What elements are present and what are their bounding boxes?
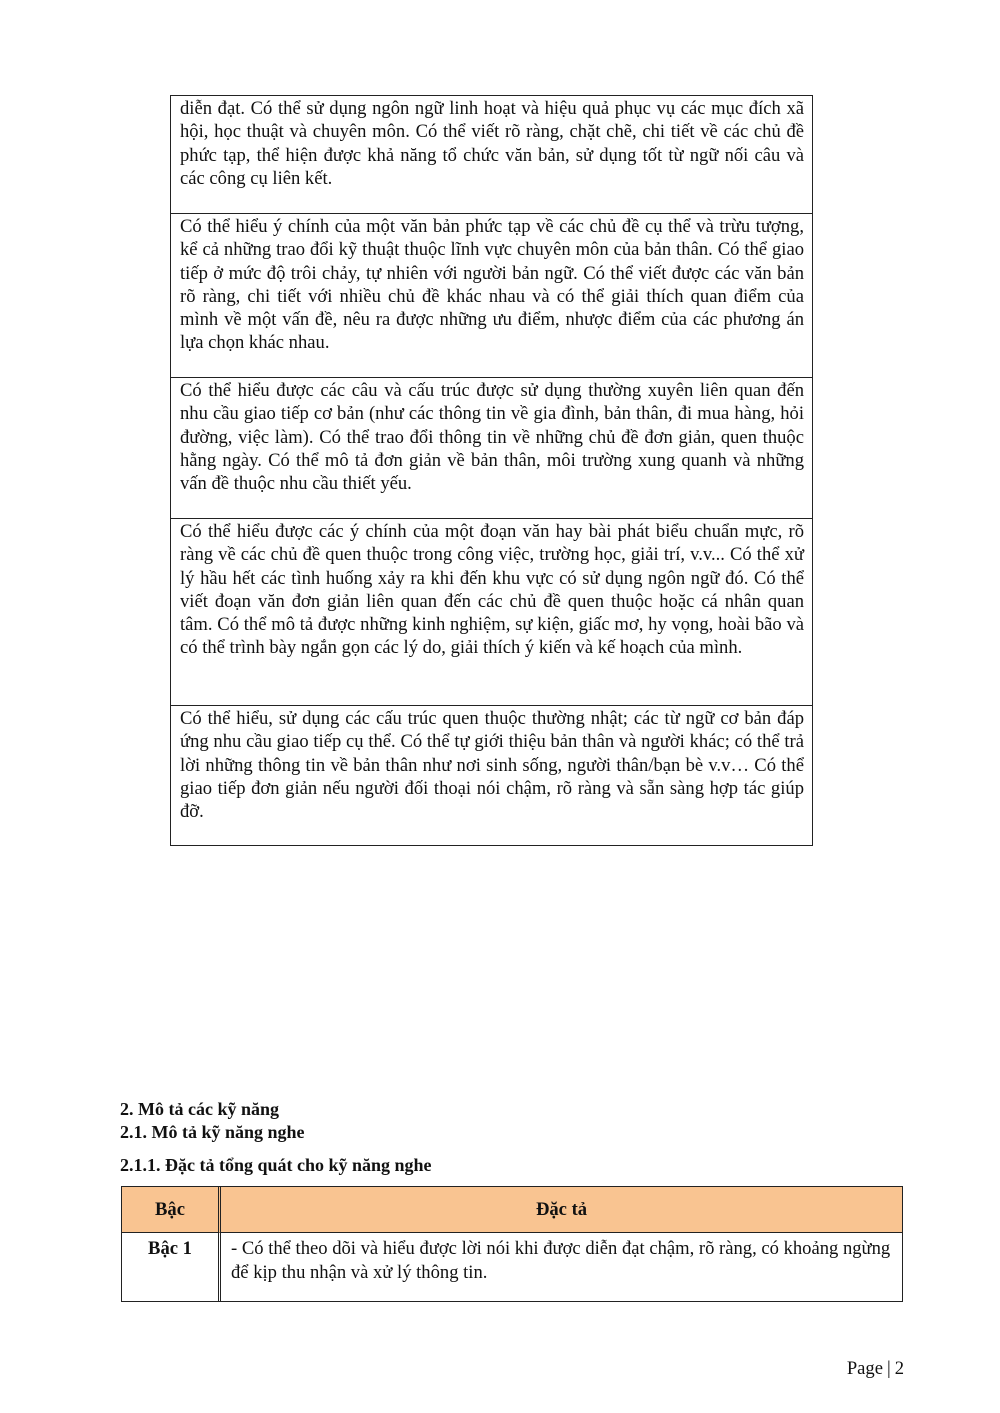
description-cell: Có thể hiểu, sử dụng các cấu trúc quen thuộc thường nhật; các từ ngữ cơ bản đáp ứng nhu cầu giao tiếp cụ thể. Có thể tự giới thiệu bản thân và người khác; có thể trả lời những thông tin về bản thân như nơi sinh sống, người thân/bạn bè v.v… Có thể giao tiếp đơn giản nếu người đối thoại nói chậm, rõ ràng và sẵn sàng hợp tác giúp đỡ. bbox=[171, 706, 813, 846]
section-heading: 2. Mô tả các kỹ năng bbox=[120, 1099, 279, 1119]
column-header-spec: Đặc tả bbox=[221, 1187, 902, 1233]
description-cell: Có thể hiểu được các câu và cấu trúc được sử dụng thường xuyên liên quan đến nhu cầu giao tiếp cơ bản (như các thông tin về gia đình, bản thân, đi mua hàng, hỏi đường, việc làm). Có thể trao đổi thông tin về những chủ đề đơn giản, quen thuộc hằng ngày. Có thể mô tả đơn giản về bản thân, môi trường xung quanh và những vấn đề thuộc nhu cầu thiết yếu. bbox=[171, 378, 813, 519]
column-header-level: Bậc bbox=[122, 1187, 221, 1233]
page-separator: | bbox=[886, 1358, 891, 1379]
table-row bbox=[171, 96, 813, 214]
description-cell: Có thể hiểu ý chính của một văn bản phức tạp về các chủ đề cụ thể và trừu tượng, kể cả những trao đổi kỹ thuật thuộc lĩnh vực chuyên môn của bản thân. Có thể giao tiếp ở mức độ trôi chảy, tự nhiên với người bản ngữ. Có thể viết được các văn bản rõ ràng, chi tiết với nhiều chủ đề khác nhau và có thể giải thích quan điểm của mình về một vấn đề, nêu ra được những ưu điểm, nhược điểm của các phương án lựa chọn khác nhau. bbox=[171, 214, 813, 378]
level-cell: Bậc 1 bbox=[122, 1233, 221, 1301]
description-cell: Có thể hiểu được các ý chính của một đoạn văn hay bài phát biểu chuẩn mực, rõ ràng về các chủ đề quen thuộc trong công việc, trường học, giải trí, v.v... Có thể xử lý hầu hết các tình huống xảy ra khi đến khu vực có sử dụng ngôn ngữ đó. Có thể viết đoạn văn đơn giản liên quan đến các chủ đề quen thuộc hoặc cá nhân quan tâm. Có thể mô tả được những kinh nghiệm, sự kiện, giấc mơ, hy vọng, hoài bão và có thể trình bày ngắn gọn các lý do, giải thích ý kiến và kế hoạch của mình. bbox=[171, 519, 813, 706]
page-footer bbox=[847, 1358, 904, 1380]
level-description-table bbox=[170, 95, 813, 846]
subsubsection-heading: 2.1.1. Đặc tả tổng quát cho kỹ năng nghe bbox=[120, 1155, 432, 1175]
spec-cell: - Có thể theo dõi và hiểu được lời nói khi được diễn đạt chậm, rõ ràng, có khoảng ngừng để kịp thu nhận và xử lý thông tin. bbox=[231, 1238, 891, 1283]
table-row bbox=[171, 214, 813, 378]
page-number: 2 bbox=[894, 1358, 904, 1379]
table-row bbox=[171, 519, 813, 706]
table-row bbox=[122, 1233, 902, 1301]
table-header-row bbox=[122, 1187, 902, 1233]
listening-skill-table bbox=[121, 1186, 903, 1302]
table-row bbox=[171, 378, 813, 519]
description-cell: diễn đạt. Có thể sử dụng ngôn ngữ linh hoạt và hiệu quả phục vụ các mục đích xã hội, học thuật và chuyên môn. Có thể viết rõ ràng, chặt chẽ, chi tiết về các chủ đề phức tạp, thể hiện được khả năng tổ chức văn bản, sử dụng tốt từ ngữ nối câu và các công cụ liên kết. bbox=[171, 96, 813, 214]
table-row bbox=[171, 706, 813, 846]
subsection-heading: 2.1. Mô tả kỹ năng nghe bbox=[120, 1122, 305, 1142]
page-label: Page bbox=[846, 1358, 883, 1379]
